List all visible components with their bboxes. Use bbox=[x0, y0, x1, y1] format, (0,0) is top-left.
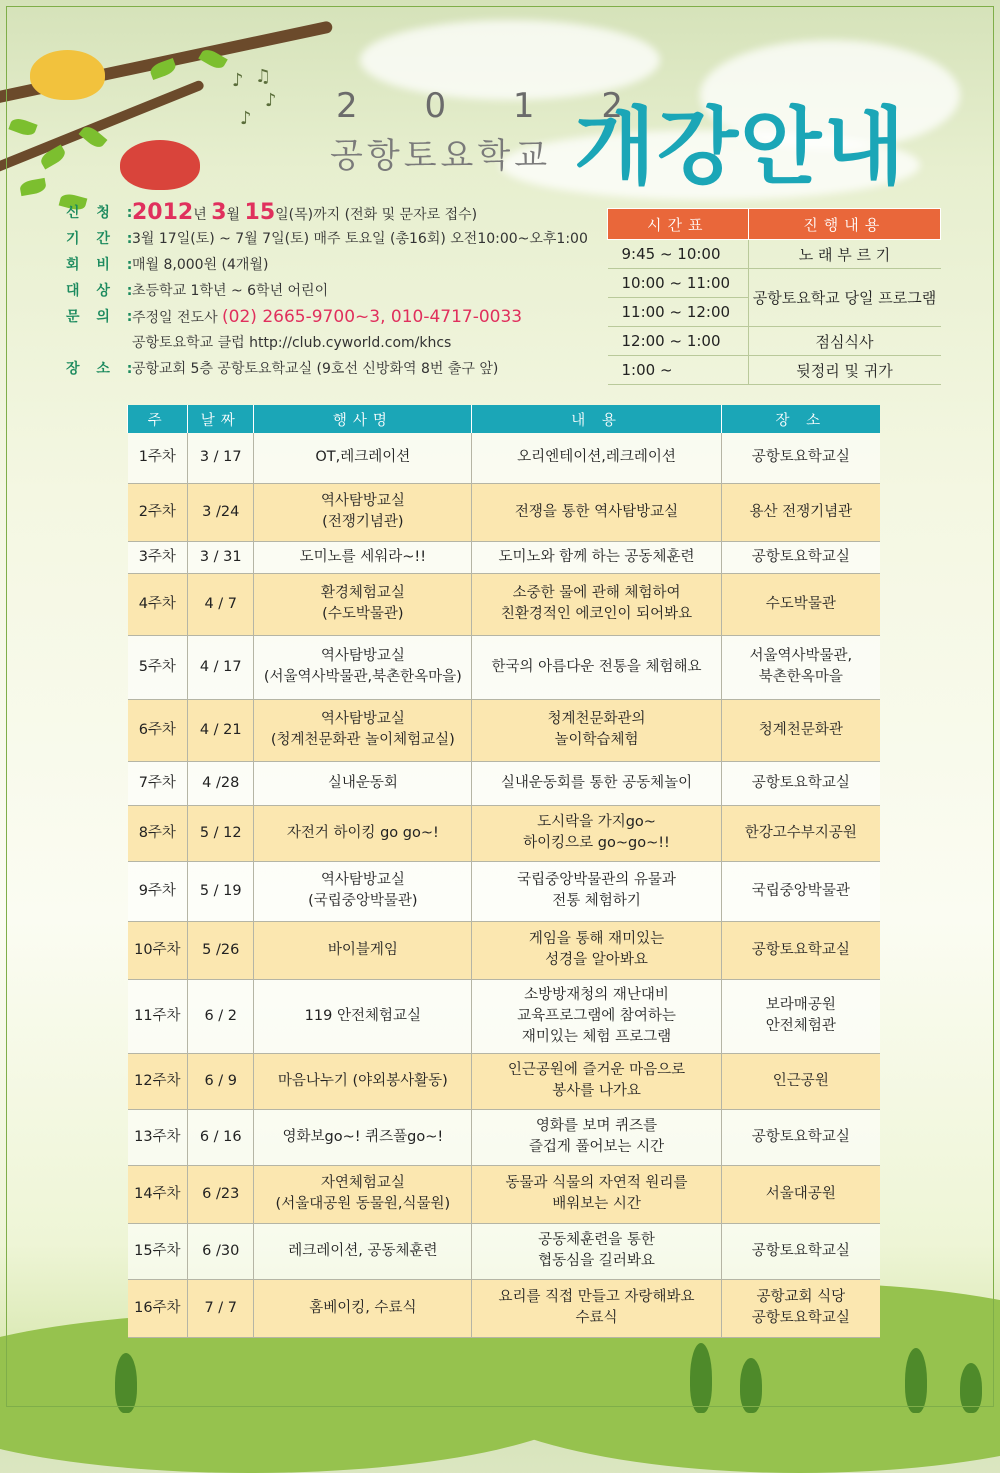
schedule-content: 전쟁을 통한 역사탐방교실 bbox=[472, 483, 721, 541]
schedule-header-date: 날짜 bbox=[188, 405, 254, 433]
info-label: 장 소 : bbox=[66, 361, 139, 377]
schedule-header-content: 내 용 bbox=[472, 405, 721, 433]
info-row bbox=[66, 304, 606, 330]
schedule-place: 공항토요학교실 bbox=[721, 921, 880, 979]
schedule-content: 공동체훈련을 통한 협동심을 길러봐요 bbox=[472, 1223, 721, 1279]
table-row bbox=[128, 1109, 881, 1165]
schedule-content: 도미노와 함께 하는 공동체훈련 bbox=[472, 541, 721, 573]
schedule-place: 공항토요학교실 bbox=[721, 1223, 880, 1279]
info-text: 2012 bbox=[132, 200, 194, 225]
info-value bbox=[132, 356, 498, 382]
table-row bbox=[128, 541, 881, 573]
info-text: 공항교회 5층 공항토요학교실 (9호선 신방화역 8번 출구 앞) bbox=[132, 361, 499, 377]
timetable-header-content: 진행내용 bbox=[748, 209, 941, 240]
info-text: 초등학교 1학년 ~ 6학년 어린이 bbox=[132, 283, 329, 299]
schedule-place: 공항토요학교실 bbox=[721, 761, 880, 805]
info-label: 신 청 : bbox=[66, 205, 139, 221]
info-text: 주정일 전도사 bbox=[132, 310, 223, 326]
info-value bbox=[132, 304, 522, 331]
header-school-name: 공항토요학교 bbox=[330, 136, 552, 176]
timetable-content: 점심식사 bbox=[748, 327, 941, 356]
info-value bbox=[132, 200, 477, 228]
leaf-icon bbox=[8, 116, 37, 138]
schedule-event: 역사탐방교실 (청계천문화관 놀이체험교실) bbox=[254, 699, 472, 761]
schedule-place: 한강고수부지공원 bbox=[721, 805, 880, 861]
schedule-date: 3 /24 bbox=[188, 483, 254, 541]
schedule-place: 청계천문화관 bbox=[721, 699, 880, 761]
schedule-event: 역사탐방교실 (서울역사박물관,북촌한옥마을) bbox=[254, 635, 472, 699]
timetable-time: 9:45 ~ 10:00 bbox=[608, 240, 749, 269]
schedule-week: 8주차 bbox=[128, 805, 188, 861]
tree-icon bbox=[740, 1358, 762, 1413]
schedule-event: 영화보go~! 퀴즈풀go~! bbox=[254, 1109, 472, 1165]
timetable-time: 12:00 ~ 1:00 bbox=[608, 327, 749, 356]
schedule-header-event: 행사명 bbox=[254, 405, 472, 433]
schedule-event: 자연체험교실 (서울대공원 동물원,식물원) bbox=[254, 1165, 472, 1223]
page-title: 개강안내 bbox=[574, 98, 907, 196]
schedule-date: 6 / 9 bbox=[188, 1053, 254, 1109]
info-text: 3 bbox=[211, 200, 227, 225]
info-label: 대 상 : bbox=[66, 283, 139, 299]
tree-icon bbox=[115, 1353, 137, 1413]
schedule-date: 6 /23 bbox=[188, 1165, 254, 1223]
schedule-place: 공항토요학교실 bbox=[721, 541, 880, 573]
weekly-schedule-table bbox=[127, 405, 880, 1338]
schedule-date: 6 / 16 bbox=[188, 1109, 254, 1165]
schedule-place: 서울역사박물관, 북촌한옥마을 bbox=[721, 635, 880, 699]
timetable-content: 공항토요학교 당일 프로그램 bbox=[748, 269, 941, 327]
schedule-date: 5 /26 bbox=[188, 921, 254, 979]
table-row bbox=[128, 483, 881, 541]
schedule-content: 동물과 식물의 자연적 원리를 배워보는 시간 bbox=[472, 1165, 721, 1223]
schedule-place: 서울대공원 bbox=[721, 1165, 880, 1223]
table-row bbox=[128, 1053, 881, 1109]
schedule-week: 10주차 bbox=[128, 921, 188, 979]
schedule-event: OT,레크레이션 bbox=[254, 433, 472, 483]
timetable-time: 11:00 ~ 12:00 bbox=[608, 298, 749, 327]
info-text: 일(목)까지 (전화 및 문자로 접수) bbox=[275, 207, 478, 223]
music-note-icon: ♫ bbox=[255, 66, 272, 87]
table-row bbox=[128, 1165, 881, 1223]
table-row bbox=[128, 433, 881, 483]
schedule-place: 공항토요학교실 bbox=[721, 433, 880, 483]
info-label: 회 비 : bbox=[66, 257, 139, 273]
timetable-time: 10:00 ~ 11:00 bbox=[608, 269, 749, 298]
schedule-date: 6 /30 bbox=[188, 1223, 254, 1279]
schedule-week: 4주차 bbox=[128, 573, 188, 635]
music-note-icon: ♪ bbox=[240, 108, 252, 129]
schedule-event: 홈베이킹, 수료식 bbox=[254, 1279, 472, 1337]
music-note-icon: ♪ bbox=[232, 70, 244, 91]
info-row bbox=[66, 278, 606, 304]
schedule-date: 6 / 2 bbox=[188, 979, 254, 1053]
schedule-content: 청계천문화관의 놀이학습체험 bbox=[472, 699, 721, 761]
schedule-event: 도미노를 세워라~!! bbox=[254, 541, 472, 573]
schedule-week: 2주차 bbox=[128, 483, 188, 541]
schedule-week: 11주차 bbox=[128, 979, 188, 1053]
schedule-date: 4 / 7 bbox=[188, 573, 254, 635]
timetable-row bbox=[608, 327, 941, 356]
schedule-date: 4 / 17 bbox=[188, 635, 254, 699]
registration-info bbox=[66, 200, 606, 382]
table-row bbox=[128, 699, 881, 761]
tree-icon bbox=[960, 1363, 982, 1413]
schedule-week: 9주차 bbox=[128, 861, 188, 921]
schedule-place: 공항토요학교실 bbox=[721, 1109, 880, 1165]
info-value bbox=[132, 252, 268, 278]
timetable-row bbox=[608, 269, 941, 298]
schedule-content: 도시락을 가지go~ 하이킹으로 go~go~!! bbox=[472, 805, 721, 861]
schedule-date: 3 / 17 bbox=[188, 433, 254, 483]
info-label: 문 의 : bbox=[66, 309, 139, 325]
schedule-date: 4 /28 bbox=[188, 761, 254, 805]
info-text: (02) 2665-9700~3, 010-4717-0033 bbox=[222, 307, 523, 327]
schedule-week: 6주차 bbox=[128, 699, 188, 761]
timetable-header-time: 시간표 bbox=[608, 209, 749, 240]
schedule-event: 바이블게임 bbox=[254, 921, 472, 979]
info-text: 15 bbox=[244, 200, 276, 225]
info-row bbox=[66, 330, 606, 356]
schedule-date: 7 / 7 bbox=[188, 1279, 254, 1337]
schedule-place: 인근공원 bbox=[721, 1053, 880, 1109]
schedule-event: 역사탐방교실 (국립중앙박물관) bbox=[254, 861, 472, 921]
table-row bbox=[128, 1223, 881, 1279]
info-row bbox=[66, 226, 606, 252]
schedule-place: 수도박물관 bbox=[721, 573, 880, 635]
timetable-content: 뒷정리 및 귀가 bbox=[748, 356, 941, 385]
schedule-date: 4 / 21 bbox=[188, 699, 254, 761]
info-text: 3월 17일(토) ~ 7월 7일(토) 매주 토요일 (총16회) 오전10:00~오후1:00 bbox=[132, 231, 588, 247]
music-note-icon: ♪ bbox=[265, 90, 277, 111]
info-row bbox=[66, 356, 606, 382]
info-value bbox=[132, 278, 328, 304]
schedule-header-place: 장 소 bbox=[721, 405, 880, 433]
table-row bbox=[128, 573, 881, 635]
schedule-week: 14주차 bbox=[128, 1165, 188, 1223]
table-row bbox=[128, 921, 881, 979]
schedule-event: 역사탐방교실 (전쟁기념관) bbox=[254, 483, 472, 541]
schedule-date: 5 / 19 bbox=[188, 861, 254, 921]
timetable-content: 노 래 부 르 기 bbox=[748, 240, 941, 269]
info-row bbox=[66, 252, 606, 278]
schedule-content: 오리엔테이션,레크레이션 bbox=[472, 433, 721, 483]
daily-timetable bbox=[607, 208, 941, 385]
tree-icon bbox=[690, 1343, 712, 1413]
info-row bbox=[66, 200, 606, 226]
schedule-week: 15주차 bbox=[128, 1223, 188, 1279]
schedule-event: 레크레이션, 공동체훈련 bbox=[254, 1223, 472, 1279]
schedule-content: 소방방재청의 재난대비 교육프로그램에 참여하는 재미있는 체험 프로그램 bbox=[472, 979, 721, 1053]
schedule-week: 13주차 bbox=[128, 1109, 188, 1165]
schedule-place: 보라매공원 안전체험관 bbox=[721, 979, 880, 1053]
info-text: 매월 8,000원 (4개월) bbox=[132, 257, 269, 273]
schedule-event: 실내운동회 bbox=[254, 761, 472, 805]
schedule-content: 영화를 보며 퀴즈를 즐겁게 풀어보는 시간 bbox=[472, 1109, 721, 1165]
info-value bbox=[132, 330, 451, 356]
red-bird-icon bbox=[120, 140, 200, 190]
schedule-week: 5주차 bbox=[128, 635, 188, 699]
schedule-header-week: 주 bbox=[128, 405, 188, 433]
table-row bbox=[128, 861, 881, 921]
schedule-content: 인근공원에 즐거운 마음으로 봉사를 나가요 bbox=[472, 1053, 721, 1109]
table-row bbox=[128, 805, 881, 861]
header-year: 2 0 1 2 bbox=[336, 86, 651, 126]
info-text: 공항토요학교 클럽 bbox=[132, 335, 250, 351]
schedule-week: 3주차 bbox=[128, 541, 188, 573]
schedule-place: 공항교회 식당 공항토요학교실 bbox=[721, 1279, 880, 1337]
schedule-week: 12주차 bbox=[128, 1053, 188, 1109]
schedule-week: 1주차 bbox=[128, 433, 188, 483]
schedule-content: 요리를 직접 만들고 자랑해봐요 수료식 bbox=[472, 1279, 721, 1337]
leaf-icon bbox=[19, 178, 47, 196]
table-row bbox=[128, 1279, 881, 1337]
schedule-place: 국립중앙박물관 bbox=[721, 861, 880, 921]
table-row bbox=[128, 761, 881, 805]
yellow-bird-icon bbox=[30, 50, 105, 100]
schedule-event: 마음나누기 (야외봉사활동) bbox=[254, 1053, 472, 1109]
info-value bbox=[132, 226, 588, 252]
schedule-event: 119 안전체험교실 bbox=[254, 979, 472, 1053]
schedule-content: 실내운동회를 통한 공동체놀이 bbox=[472, 761, 721, 805]
schedule-content: 소중한 물에 관해 체험하여 친환경적인 에코인이 되어봐요 bbox=[472, 573, 721, 635]
tree-icon bbox=[905, 1348, 927, 1413]
schedule-event: 환경체험교실 (수도박물관) bbox=[254, 573, 472, 635]
info-label: 기 간 : bbox=[66, 231, 139, 247]
schedule-week: 16주차 bbox=[128, 1279, 188, 1337]
info-text: 년 bbox=[193, 207, 212, 223]
info-text: 월 bbox=[226, 207, 245, 223]
schedule-content: 게임을 통해 재미있는 성경을 알아봐요 bbox=[472, 921, 721, 979]
schedule-week: 7주차 bbox=[128, 761, 188, 805]
timetable-row bbox=[608, 240, 941, 269]
timetable-row bbox=[608, 356, 941, 385]
schedule-event: 자전거 하이킹 go go~! bbox=[254, 805, 472, 861]
schedule-date: 3 / 31 bbox=[188, 541, 254, 573]
schedule-content: 국립중앙박물관의 유물과 전통 체험하기 bbox=[472, 861, 721, 921]
schedule-place: 용산 전쟁기념관 bbox=[721, 483, 880, 541]
table-row bbox=[128, 979, 881, 1053]
schedule-date: 5 / 12 bbox=[188, 805, 254, 861]
table-row bbox=[128, 635, 881, 699]
info-text: http://club.cyworld.com/khcs bbox=[249, 335, 452, 351]
timetable-time: 1:00 ~ bbox=[608, 356, 749, 385]
schedule-content: 한국의 아름다운 전통을 체험해요 bbox=[472, 635, 721, 699]
